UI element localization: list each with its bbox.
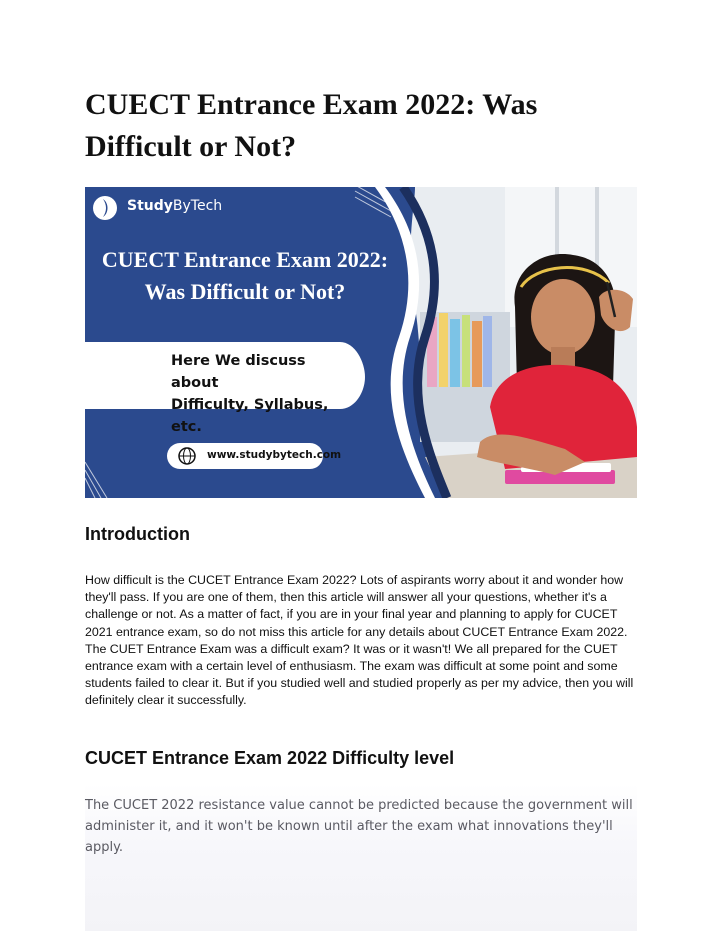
article-banner-image xyxy=(85,187,637,498)
difficulty-heading: CUCET Entrance Exam 2022 Difficulty level xyxy=(85,748,455,768)
page-title: CUECT Entrance Exam 2022: Was Difficult or Not? xyxy=(85,88,538,163)
intro-heading: Introduction xyxy=(85,524,190,544)
brand-logo-text: StudyByTech xyxy=(127,198,223,214)
banner-url: www.studybytech.com xyxy=(207,449,342,461)
banner-artwork xyxy=(85,187,637,498)
banner-subtitle: Here We discuss about Difficulty, Syllabus, etc. xyxy=(171,353,329,435)
banner-headline: CUECT Entrance Exam 2022: Was Difficult or Not? xyxy=(101,247,389,304)
intro-paragraph: How difficult is the CUCET Entrance Exam 2022? Lots of aspirants worry about it and wonder how they'll pass. If you are one of them, then this article will answer all your questions, whether it's a challenge or not. As a matter of fact, if you are in your final year and planning to apply for CUCET 2021 entrance exam, so do not miss this article for any details about CUCET Entrance Exam 2022. The CUET Entrance Exam was a difficult exam? It was or it wasn't! We all prepared for the CUET entrance exam with a certain level of enthusiasm. The exam was difficult at some point and some students failed to clear it. But if you studied well and studied properly as per my advice, then you will definitely clear it successfully. xyxy=(85,573,634,708)
difficulty-paragraph: The CUCET 2022 resistance value cannot be predicted because the government will administer it, and it won't be known until after the exam what innovations they'll apply. xyxy=(85,798,633,855)
